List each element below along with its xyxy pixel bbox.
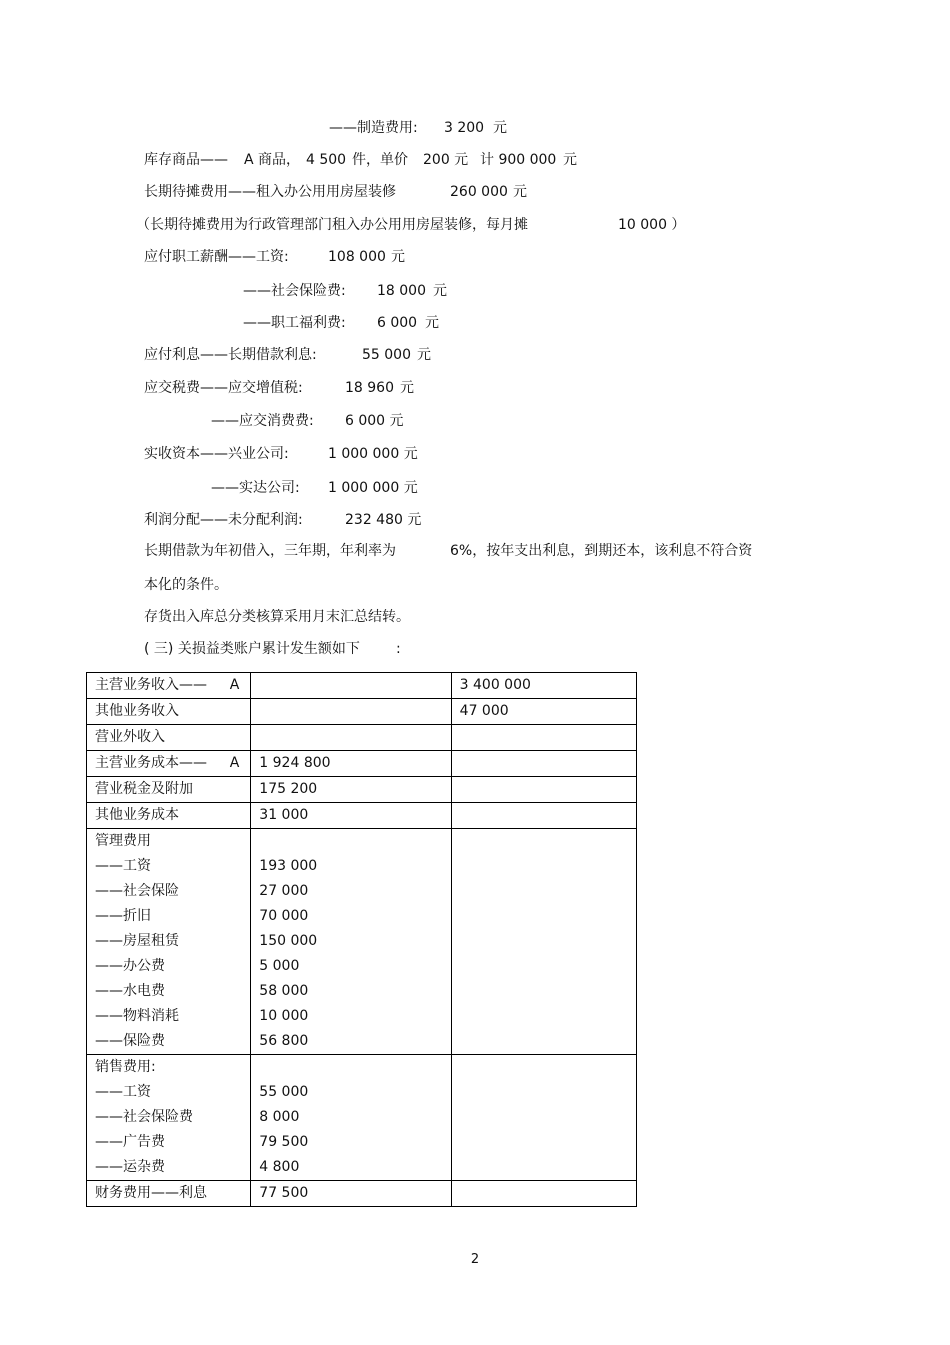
credit-cell	[451, 777, 636, 803]
table-row	[87, 1181, 637, 1207]
cell-line	[259, 725, 442, 750]
text-segment: 件，单价	[352, 152, 408, 168]
text-segment: 长期借款为年初借入，三年期，年利率为	[144, 543, 396, 559]
cell-line	[259, 699, 442, 724]
text-segment: A 商品，	[244, 152, 301, 168]
text-segment: 6 000 元	[345, 413, 404, 429]
cell-line: 10 000	[259, 1008, 309, 1024]
text-segment: 实收资本——兴业公司:	[144, 446, 289, 462]
credit-cell	[451, 1055, 636, 1181]
text-segment: ——制造费用:	[329, 120, 418, 136]
text-segment: 55 000	[362, 347, 411, 363]
account-suffix: A	[229, 677, 240, 693]
cell-line: 财务费用——利息	[95, 1185, 207, 1201]
text-segment: 本化的条件。	[144, 577, 228, 593]
text-segment: 1 000 000 元	[328, 446, 418, 462]
cell-line: 70 000	[259, 908, 309, 924]
text-segment: 应交税费——应交增值税:	[144, 380, 303, 396]
text-segment: 计 900 000	[480, 152, 557, 168]
text-segment: 元	[563, 152, 577, 168]
text-segment: 应付利息——长期借款利息:	[144, 347, 317, 363]
account-name-cell	[87, 1055, 251, 1181]
credit-cell	[451, 725, 636, 751]
text-segment: 1 000 000 元	[328, 480, 418, 496]
debit-cell	[251, 725, 451, 751]
cell-line	[259, 829, 442, 854]
text-segment: 232 480 元	[345, 512, 422, 528]
cell-line: 3 400 000	[459, 677, 531, 693]
cell-line	[460, 1055, 628, 1080]
cell-line: ——工资	[95, 858, 151, 874]
text-segment: 元	[493, 120, 507, 136]
table-row	[87, 673, 637, 699]
text-segment: ——实达公司:	[211, 480, 300, 496]
credit-cell	[451, 803, 636, 829]
text-segment: ——应交消费费:	[211, 413, 314, 429]
debit-cell	[251, 751, 451, 777]
debit-cell	[251, 829, 451, 1055]
text-segment: （长期待摊费用为行政管理部门租入办公用用房屋装修，每月摊	[136, 217, 528, 233]
account-name-cell	[87, 1181, 251, 1207]
cell-line: ——折旧	[95, 908, 151, 924]
table-row	[87, 803, 637, 829]
text-segment: 元	[513, 184, 527, 200]
cell-line: 58 000	[259, 983, 309, 999]
cell-line: 56 800	[259, 1033, 309, 1049]
cell-line: ——社会保险	[95, 883, 179, 899]
text-segment: 元	[400, 380, 414, 396]
credit-cell	[451, 1181, 636, 1207]
text-segment: 6 000	[377, 315, 418, 331]
cell-line: 1 924 800	[259, 755, 331, 771]
text-segment: 库存商品——	[144, 152, 228, 168]
cell-line: 175 200	[259, 781, 318, 797]
credit-cell	[451, 751, 636, 777]
cell-line: ——物料消耗	[95, 1008, 179, 1024]
text-segment: 18 960	[345, 380, 394, 396]
text-segment: 260 000	[450, 184, 508, 200]
cell-line: ——保险费	[95, 1033, 165, 1049]
cell-line: ——水电费	[95, 983, 165, 999]
text-segment: ( 三) 关损益类账户累计发生额如下	[144, 641, 360, 657]
account-name-cell	[87, 751, 251, 777]
text-segment: 108 000	[328, 249, 386, 265]
table-row	[87, 1055, 637, 1181]
cell-line	[259, 673, 442, 698]
table-row	[87, 725, 637, 751]
cell-line: ——社会保险费	[95, 1109, 193, 1125]
cell-line	[95, 751, 242, 776]
income-statement-table	[86, 672, 637, 1207]
cell-line: 4 800	[259, 1159, 300, 1175]
text-segment: 应付职工薪酬——工资:	[144, 249, 289, 265]
account-name-cell	[87, 803, 251, 829]
text-segment: 元	[417, 347, 431, 363]
text-segment: 存货出入库总分类核算采用月末汇总结转。	[144, 609, 410, 625]
table-body	[87, 673, 637, 1207]
cell-line: 营业税金及附加	[95, 781, 193, 797]
page-number: 2	[470, 1252, 480, 1267]
credit-cell	[451, 699, 636, 725]
cell-line: ——广告费	[95, 1134, 165, 1150]
debit-cell	[251, 1181, 451, 1207]
debit-cell	[251, 673, 451, 699]
cell-line: ——工资	[95, 1084, 151, 1100]
credit-cell	[451, 673, 636, 699]
cell-line	[460, 829, 628, 854]
cell-line: 193 000	[259, 858, 318, 874]
text-segment: 6%，按年支出利息，到期还本，该利息不符合资	[450, 543, 753, 559]
cell-line: 5 000	[259, 958, 300, 974]
text-segment: 10 000 ）	[618, 217, 686, 233]
table-row	[87, 777, 637, 803]
cell-line: 8 000	[259, 1109, 300, 1125]
text-segment: :	[396, 641, 401, 657]
cell-line	[460, 725, 628, 750]
debit-cell	[251, 803, 451, 829]
account-name-cell	[87, 699, 251, 725]
table-row	[87, 699, 637, 725]
cell-line: ——办公费	[95, 958, 165, 974]
debit-cell	[251, 777, 451, 803]
text-segment: 200 元	[423, 152, 469, 168]
cell-line	[95, 673, 242, 698]
cell-line: ——运杂费	[95, 1159, 165, 1175]
cell-line: 77 500	[259, 1185, 309, 1201]
cell-line: ——房屋租赁	[95, 933, 179, 949]
table-row	[87, 829, 637, 1055]
account-label: 主营业务成本——	[95, 755, 207, 771]
debit-cell	[251, 699, 451, 725]
debit-cell	[251, 1055, 451, 1181]
account-name-cell	[87, 673, 251, 699]
cell-line: 其他业务成本	[95, 807, 179, 823]
account-name-cell	[87, 829, 251, 1055]
cell-line: 47 000	[459, 703, 509, 719]
cell-line: 27 000	[259, 883, 309, 899]
cell-line	[460, 1181, 628, 1206]
cell-line: 150 000	[259, 933, 318, 949]
cell-line: 31 000	[259, 807, 309, 823]
table-row	[87, 751, 637, 777]
cell-line: 79 500	[259, 1134, 309, 1150]
cell-line: 55 000	[259, 1084, 309, 1100]
text-segment: 4 500	[306, 152, 347, 168]
text-segment: 18 000	[377, 283, 426, 299]
account-suffix: A	[229, 755, 240, 771]
account-label: 主营业务收入——	[95, 677, 207, 693]
cell-line	[460, 777, 628, 802]
cell-line: 管理费用	[95, 833, 151, 849]
text-segment: 3 200	[444, 120, 485, 136]
text-segment: ——职工福利费:	[243, 315, 346, 331]
cell-line	[460, 803, 628, 828]
account-name-cell	[87, 777, 251, 803]
cell-line	[259, 1055, 442, 1080]
cell-line	[460, 751, 628, 776]
text-segment: 长期待摊费用——租入办公用用房屋装修	[144, 184, 396, 200]
cell-line: 销售费用:	[95, 1059, 156, 1075]
credit-cell	[451, 829, 636, 1055]
text-segment: 元	[425, 315, 439, 331]
cell-line: 营业外收入	[95, 729, 165, 745]
account-name-cell	[87, 725, 251, 751]
text-segment: 元	[391, 249, 405, 265]
cell-line: 其他业务收入	[95, 703, 179, 719]
text-segment: ——社会保险费:	[243, 283, 346, 299]
text-segment: 利润分配——未分配利润:	[144, 512, 303, 528]
text-segment: 元	[433, 283, 447, 299]
